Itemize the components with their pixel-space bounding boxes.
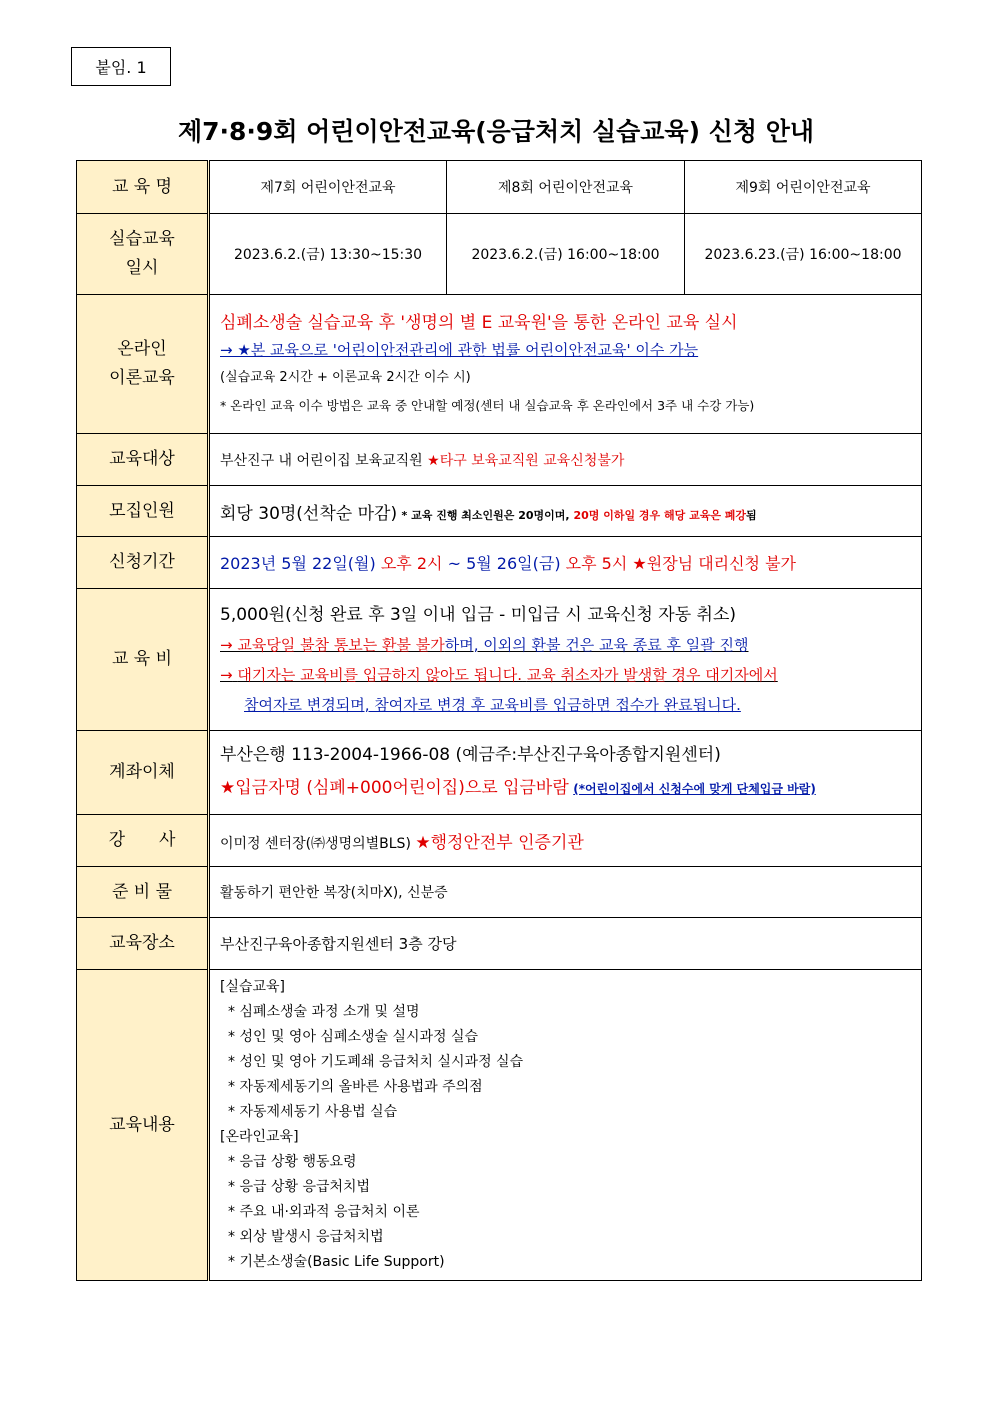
online-header: [온라인교육]	[220, 1129, 299, 1145]
attachment-label: 붙임. 1	[71, 47, 171, 86]
period-content	[209, 537, 922, 589]
account-depositor-note	[220, 772, 911, 806]
list-item: * 기본소생술(Basic Life Support)	[228, 1254, 445, 1270]
fee-waitlist-cont: 참여자로 변경되며, 참여자로 변경 후 교육비를 입금하면 접수가 완료됩니다.	[244, 695, 741, 714]
row-capacity	[77, 486, 922, 537]
capacity-text: 회당 30명(선착순 마감)	[220, 503, 398, 524]
page-title: 제7·8·9회 어린이안전교육(응급처치 실습교육) 신청 안내	[178, 117, 814, 146]
content-list	[209, 970, 922, 1281]
capacity-note-part: 됨	[746, 508, 757, 522]
list-item: * 자동제세동기 사용법 실습	[228, 1104, 398, 1120]
label-target: 교육대상	[77, 434, 209, 486]
period-date-start: 2023년 5월 22일(월)	[220, 554, 376, 573]
label-practice-datetime	[77, 214, 209, 295]
target-content	[209, 434, 922, 486]
fee-content	[209, 589, 922, 731]
row-course-name	[77, 161, 922, 214]
practice-header: [실습교육]	[220, 979, 286, 995]
target-warning: ★타구 보육교직원 교육신청불가	[427, 452, 625, 469]
row-practice-datetime	[77, 214, 922, 295]
row-online-theory	[77, 295, 922, 434]
session-7-name: 제7회 어린이안전교육	[209, 161, 447, 214]
row-fee	[77, 589, 922, 731]
capacity-note	[402, 509, 757, 522]
row-period	[77, 537, 922, 589]
online-method-note: * 온라인 교육 이수 방법은 교육 중 안내할 예정(센터 내 실습교육 후 온라인에서 3주 내 수강 가능)	[220, 397, 755, 413]
row-content	[77, 970, 922, 1281]
list-item: * 주요 내·외과적 응급처치 이론	[228, 1204, 420, 1220]
row-supplies	[77, 867, 922, 918]
label-line: 온라인	[117, 339, 167, 359]
period-time-start: 오후 2시	[380, 554, 443, 573]
capacity-note-part: 20명 이하일 경우 해당 교육은 폐강	[573, 508, 747, 522]
account-content	[209, 731, 922, 815]
row-target	[77, 434, 922, 486]
list-item: * 성인 및 영아 기도폐쇄 응급처치 실시과정 실습	[228, 1054, 524, 1070]
online-intro: 심폐소생술 실습교육 후 '생명의 별 E 교육원'을 통한 온라인 교육 실시	[220, 312, 738, 333]
application-info-table	[76, 160, 922, 1281]
list-item: * 외상 발생시 응급처치법	[228, 1229, 384, 1245]
row-account	[77, 731, 922, 815]
period-time-end: 오후 5시	[565, 554, 628, 573]
period-tilde: ~	[447, 554, 461, 573]
capacity-content	[209, 486, 922, 537]
session-9-name: 제9회 어린이안전교육	[685, 161, 922, 214]
label-course-name: 교 육 명	[77, 161, 209, 214]
instructor-content	[209, 815, 922, 867]
session-9-datetime: 2023.6.23.(금) 16:00~18:00	[685, 214, 922, 295]
fee-waitlist-note	[220, 660, 911, 690]
list-item: * 성인 및 영아 심폐소생술 실시과정 실습	[228, 1029, 479, 1045]
label-line: 실습교육	[109, 229, 175, 249]
online-law-note: → ★본 교육으로 '어린이안전관리에 관한 법률 어린이안전교육' 이수 가능	[220, 340, 699, 359]
label-instructor: 강 사	[77, 815, 209, 867]
row-instructor	[77, 815, 922, 867]
label-account: 계좌이체	[77, 731, 209, 815]
list-item: * 응급 상황 응급처치법	[228, 1179, 371, 1195]
label-online-theory	[77, 295, 209, 434]
label-period: 신청기간	[77, 537, 209, 589]
session-8-datetime: 2023.6.2.(금) 16:00~18:00	[447, 214, 685, 295]
venue-content: 부산진구육아종합지원센터 3층 강당	[209, 918, 922, 970]
list-item: * 심폐소생술 과정 소개 및 설명	[228, 1004, 420, 1020]
fee-waitlist-part: 교육 취소자가 발생할 경우 대기자에서	[526, 665, 778, 684]
list-item: * 자동제세동기의 올바른 사용법과 주의점	[228, 1079, 483, 1095]
fee-main: 5,000원(신청 완료 후 3일 이내 입금 - 미입금 시 교육신청 자동 취소)	[220, 604, 737, 625]
label-fee: 교 육 비	[77, 589, 209, 731]
online-theory-content	[209, 295, 922, 434]
session-7-datetime: 2023.6.2.(금) 13:30~15:30	[209, 214, 447, 295]
fee-waitlist-part: 대기자는 교육비를 입금하지 않아도 됩니다.	[237, 665, 523, 684]
account-number: 부산은행 113-2004-1966-08 (예금주:부산진구육아종합지원센터)	[220, 745, 721, 765]
period-date-end: 5월 26일(금)	[466, 554, 561, 573]
label-supplies: 준 비 물	[77, 867, 209, 918]
fee-refund-part: → 교육당일 불참 통보는 환불 불가	[220, 635, 445, 654]
fee-refund-part: 하며, 이외의 환불 건은 교육 종료 후 일괄 진행	[444, 635, 749, 654]
account-depositor-rule: ★입금자명 (심폐+000어린이집)으로 입금바람	[220, 778, 569, 798]
label-content: 교육내용	[77, 970, 209, 1281]
instructor-badge: ★행정안전부 인증기관	[415, 833, 584, 853]
row-venue	[77, 918, 922, 970]
period-warning: ★원장님 대리신청 불가	[632, 554, 797, 573]
arrow-icon: →	[220, 665, 233, 684]
label-line: 이론교육	[109, 368, 175, 388]
target-text: 부산진구 내 어린이집 보육교직원	[220, 452, 423, 469]
label-venue: 교육장소	[77, 918, 209, 970]
supplies-content: 활동하기 편안한 복장(치마X), 신분증	[209, 867, 922, 918]
label-capacity: 모집인원	[77, 486, 209, 537]
label-line: 일시	[125, 258, 159, 278]
capacity-note-part: * 교육 진행 최소인원은 20명이며,	[401, 508, 574, 522]
session-8-name: 제8회 어린이안전교육	[447, 161, 685, 214]
list-item: * 응급 상황 행동요령	[228, 1154, 357, 1170]
account-group-note: (*어린이집에서 신청수에 맞게 단체입금 바람)	[573, 782, 816, 796]
instructor-name: 이미정 센터장(㈜생명의별BLS)	[220, 836, 411, 852]
online-hours-note: (실습교육 2시간 + 이론교육 2시간 이수 시)	[220, 369, 471, 385]
fee-refund-note	[220, 630, 911, 660]
